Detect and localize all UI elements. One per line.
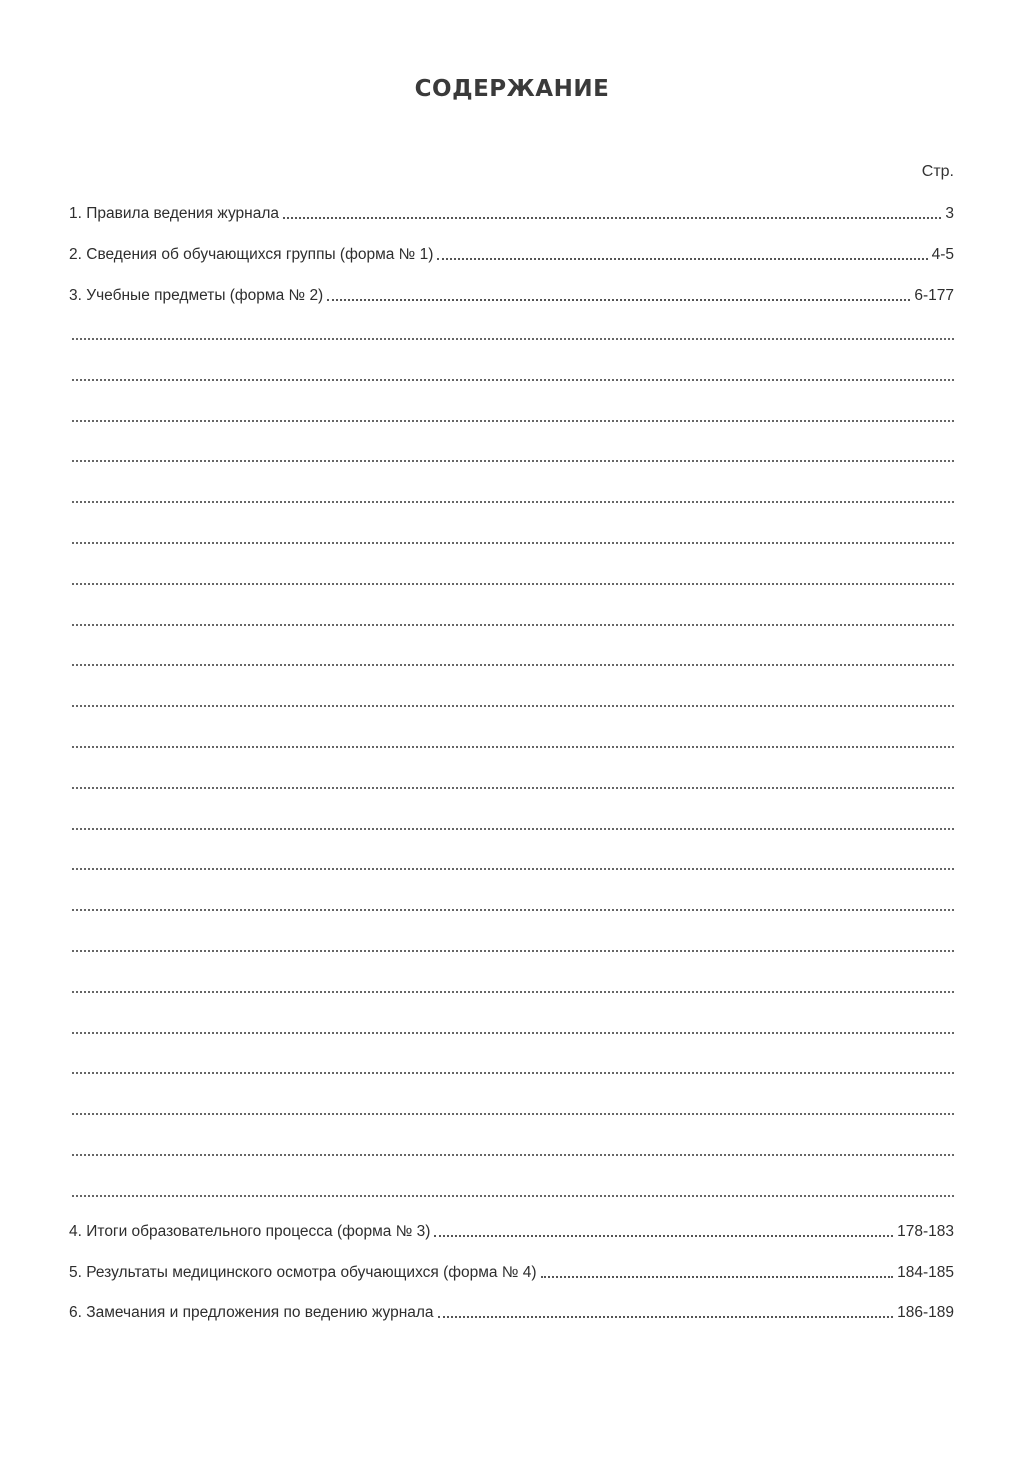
- toc-entry-number: 1.: [69, 205, 82, 222]
- dot-leader: [283, 216, 941, 219]
- blank-dotted-line: [72, 1154, 954, 1156]
- blank-dotted-line: [72, 501, 954, 503]
- toc-entry: [69, 1220, 954, 1242]
- toc-entry-text: Правила ведения журнала: [86, 205, 280, 222]
- blank-dotted-line: [72, 460, 954, 462]
- blank-dotted-line: [72, 1072, 954, 1074]
- blank-dotted-line: [72, 338, 954, 340]
- toc-entry-text: Замечания и предложения по ведению журнала: [86, 1304, 434, 1321]
- dot-leader: [327, 298, 910, 301]
- blank-dotted-line: [72, 828, 954, 830]
- blank-dotted-line: [72, 705, 954, 707]
- toc-entry-text: Учебные предметы (форма № 2): [86, 287, 324, 304]
- toc-entry: [69, 202, 954, 224]
- blank-dotted-line: [72, 787, 954, 789]
- blank-dotted-line: [72, 583, 954, 585]
- toc-entry-number: 6.: [69, 1304, 82, 1321]
- blank-dotted-line: [72, 1113, 954, 1115]
- toc-entry-number: 4.: [69, 1223, 82, 1240]
- toc-entry-text: Сведения об обучающихся группы (форма № 1): [86, 246, 434, 263]
- page-column-label: Стр.: [921, 163, 954, 180]
- blank-dotted-line: [72, 664, 954, 666]
- blank-dotted-line: [72, 1032, 954, 1034]
- dot-leader: [437, 257, 927, 260]
- blank-dotted-line: [72, 868, 954, 870]
- blank-dotted-line: [72, 950, 954, 952]
- toc-entry-number: 2.: [69, 246, 82, 263]
- toc-entry: [69, 284, 954, 306]
- blank-dotted-line: [72, 1195, 954, 1197]
- dot-leader: [434, 1234, 893, 1237]
- blank-dotted-line: [72, 624, 954, 626]
- toc-entry-page: 184-185: [897, 1264, 954, 1281]
- blank-dotted-line: [72, 909, 954, 911]
- blank-dotted-line: [72, 420, 954, 422]
- page-title: СОДЕРЖАНИЕ: [414, 76, 610, 102]
- toc-entry-text: Итоги образовательного процесса (форма № 3): [86, 1223, 431, 1240]
- toc-entry: [69, 1301, 954, 1323]
- toc-entry: [69, 1261, 954, 1283]
- toc-entry-number: 3.: [69, 287, 82, 304]
- toc-entry-page: 4-5: [931, 246, 954, 263]
- blank-dotted-line: [72, 991, 954, 993]
- toc-entry: [69, 243, 954, 265]
- dot-leader: [438, 1315, 894, 1318]
- blank-dotted-line: [72, 746, 954, 748]
- dot-leader: [541, 1275, 894, 1278]
- toc-entry-page: 178-183: [897, 1223, 954, 1240]
- blank-dotted-line: [72, 542, 954, 544]
- toc-entry-text: Результаты медицинского осмотра обучающихся (форма № 4): [86, 1264, 537, 1281]
- blank-dotted-line: [72, 379, 954, 381]
- toc-entry-page: 186-189: [897, 1304, 954, 1321]
- toc-entry-page: 3: [945, 205, 954, 222]
- toc-entry-number: 5.: [69, 1264, 82, 1281]
- toc-entry-page: 6-177: [914, 287, 954, 304]
